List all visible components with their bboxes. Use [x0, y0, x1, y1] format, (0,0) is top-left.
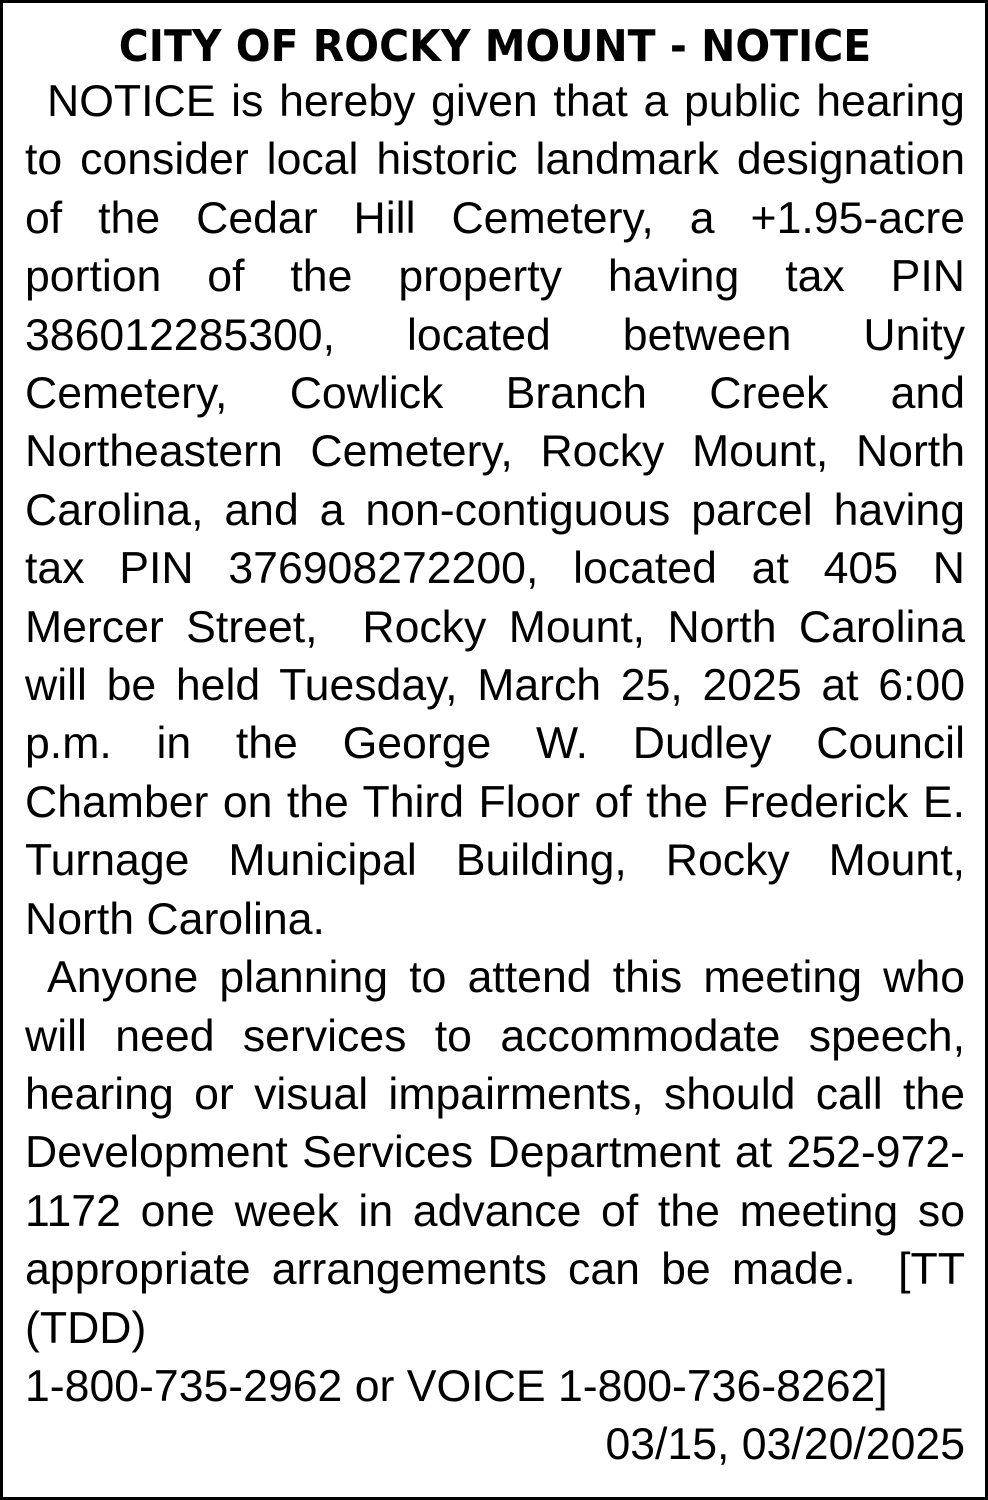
publication-dates: 03/15, 03/20/2025	[605, 1420, 965, 1470]
accommodation-phone-numbers: 1-800-735-2962 or VOICE 1-800-736-8262]	[25, 1361, 888, 1411]
hearing-paragraph: NOTICE is hereby given that a public hearing to consider local historic landmark designation of the Cedar Hill Cemetery, a +1.95-acre portion of the property having tax PIN 386012285300, located between Unity Cemetery, Cowlick Branch Creek and Northeastern Cemetery, Rocky Mount, North Carolina, and a non-contiguous parcel having tax PIN 376908272200, located at 405 N Mercer Street, Rocky Mount, North Carolina will be held Tuesday, March 25, 2025 at 6:00 p.m. in the George W. Dudley Council Chamber on the Third Floor of the Frederick E. Turnage Municipal Building, Rocky Mount, North Carolina.	[25, 77, 965, 944]
accommodation-paragraph: Anyone planning to attend this meeting who will need services to accommodate speech, hearing or visual impairments, should call the Development Services Department at 252-972-1172 one week in advance of the meeting so appropriate arrangements can be made. [TT (TDD)	[25, 953, 965, 1353]
notice-title: CITY OF ROCKY MOUNT - NOTICE	[118, 21, 872, 72]
